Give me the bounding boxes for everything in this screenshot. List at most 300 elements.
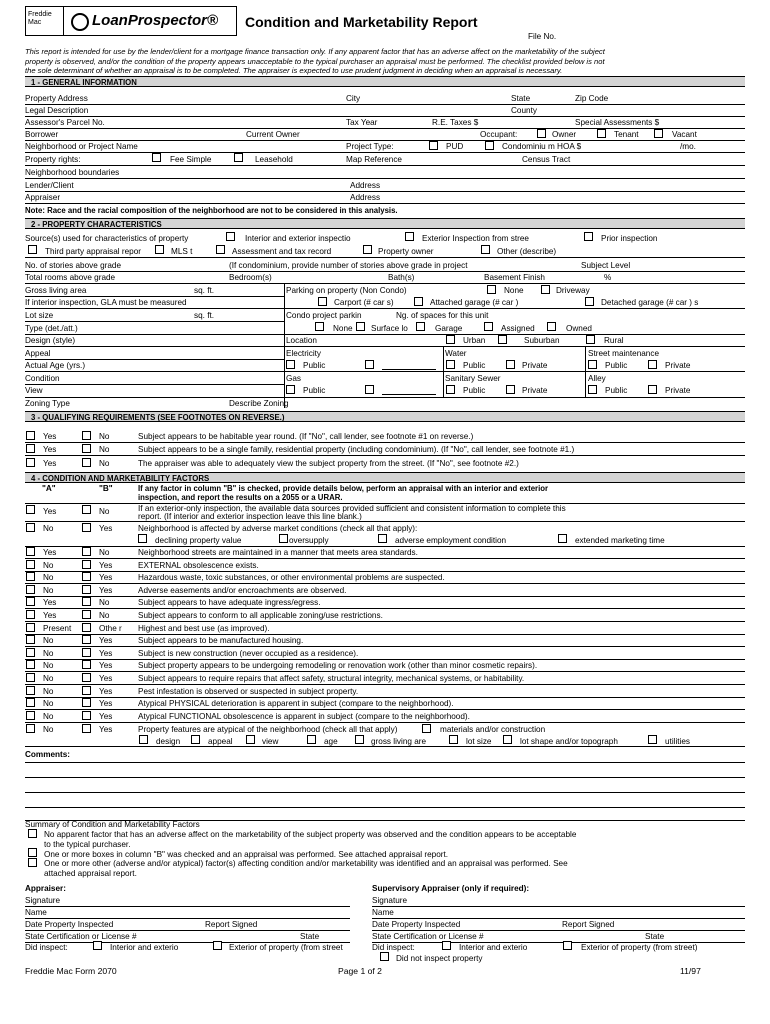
label-borrower: Borrower [25,130,59,139]
checkbox-factor-a[interactable] [26,585,35,594]
checkbox-condo-none[interactable] [315,322,324,331]
label-no: No [99,445,110,454]
checkbox-adverse-yes[interactable] [82,523,91,532]
label-describe-zoning: Describe Zoning [229,399,289,408]
checkbox-single-family-yes[interactable] [26,444,35,453]
row-divider [25,608,745,609]
summary-other: attached appraisal report. [44,869,137,878]
label-appraiser-exterior: Exterior of property (from street [229,943,343,952]
label-sewer-public: Public [463,386,486,395]
summary-column-b: One or more boxes in column "B" was checked and an appraisal was performed. See attached appraisal report. [44,850,449,859]
label-baths: Bath(s) [388,273,415,282]
qualifying-habitable: Subject appears to be habitable year round. (If "No", call lender, see footnote #1 on reverse.) [138,432,474,441]
label-alley-public: Public [605,386,628,395]
supervisory-did-inspect: Did inspect: [372,943,415,952]
label-view: View [25,386,43,395]
checkbox-extended-marketing[interactable] [558,534,567,543]
checkbox-mls[interactable] [155,245,164,254]
checkbox-atyp-design[interactable] [139,735,148,744]
instruction-line: inspection, and report the results on a 2055 or a URAR. [138,493,343,502]
label-no: No [43,524,54,533]
label-atyp-lot-shape: lot shape and/or topograph [520,737,618,746]
checkbox-electricity-public[interactable] [286,360,295,369]
checkbox-atyp-appeal[interactable] [191,735,200,744]
checkbox-interior-exterior[interactable] [226,232,235,241]
label-legal-description: Legal Description [25,106,89,115]
factor-text: Subject is new construction (never occupied as a residence). [138,648,359,658]
supervisory-state: State [645,932,665,941]
factor-text: Subject property appears to be undergoing remodeling or renovation work (other than minor cosmetic repairs). [138,661,538,671]
row-divider [25,709,745,710]
label-percent: % [604,273,612,282]
label-declining: declining property value [155,536,242,545]
checkbox-materials[interactable] [422,724,431,733]
label-no: No [99,432,110,441]
checkbox-factor-a[interactable] [26,698,35,707]
exterior-only-text: If an exterior-only inspection, the available data sources provided sufficient and consistent information to complete this [138,504,566,513]
label-atyp-design: design [156,737,181,746]
label-extended-marketing: extended marketing time [575,536,665,545]
intro-line: property is observed, and/or the condition of the property appears unacceptable to the typical purchaser an appraisal must be performed. The checklist provided below is not [25,56,605,66]
brand-small: Freddie Mac [28,11,52,26]
factor-column-a: No [43,560,54,570]
checkbox-habitable-yes[interactable] [26,431,35,440]
checkbox-appraiser-interior[interactable] [93,941,102,950]
file-no: File No. [528,32,557,41]
label-lot-sqft: sq. ft. [194,311,215,320]
checkbox-fee-simple[interactable] [152,153,161,162]
factor-column-a: No [43,686,54,696]
label-property-rights: Property rights: [25,155,81,164]
supervisory-name: Name [372,908,394,917]
label-urban: Urban [463,336,486,345]
supervisory-signature: Signature [372,896,408,905]
checkbox-factor-b[interactable] [82,648,91,657]
label-gla-sqft: sq. ft. [194,286,215,295]
label-neighborhood-boundaries: Neighborhood boundaries [25,168,120,177]
label-surface-lot: Surface lo [371,324,408,333]
checkbox-gas-private[interactable] [365,385,374,394]
label-per-month: /mo. [680,142,696,151]
factor-column-a: Yes [43,598,57,608]
checkbox-factor-b[interactable] [82,547,91,556]
checkbox-factor-b[interactable] [82,660,91,669]
label-no: No [99,507,110,516]
appraiser-heading: Appraiser: [25,884,66,893]
label-oversupply: oversupply [289,536,329,545]
factor-column-b: Yes [99,661,113,671]
checkbox-factor-b[interactable] [82,698,91,707]
checkbox-factor-a[interactable] [26,648,35,657]
footer-form: Freddie Mac Form 2070 [25,966,117,976]
factor-column-a: No [43,585,54,595]
race-note: Note: Race and the racial composition of the neighborhood are not to be considered in this analysis. [25,206,398,215]
label-special-assessments: Special Assessments $ [575,118,660,127]
label-condo-stories: (If condominium, provide number of stories above grade in project [229,261,468,270]
checkbox-condominium[interactable] [485,141,494,150]
factor-column-a: No [43,711,54,721]
label-yes: Yes [43,445,57,454]
label-location: Location [286,336,317,345]
checkbox-prior-inspection[interactable] [584,232,593,241]
row-divider [25,697,745,698]
label-owned: Owned [566,324,592,333]
adverse-market-text: Neighborhood is affected by adverse market conditions (check all that apply): [138,524,418,533]
label-fee-simple: Fee Simple [170,155,212,164]
label-leasehold: Leasehold [255,155,293,164]
intro-line: This report is intended for use by the lender/client for a mortgage finance transaction only. If any apparent factor that has an adverse affect on the marketability of the subject [25,47,605,56]
checkbox-electricity-private[interactable] [365,360,374,369]
label-assessment: Assessment and tax record [232,247,332,256]
checkbox-factor-b[interactable] [82,560,91,569]
row-divider [25,634,745,635]
checkbox-detached-garage[interactable] [585,297,594,306]
checkbox-attached-garage[interactable] [414,297,423,306]
checkbox-adverse-no[interactable] [26,523,35,532]
instruction-line: If any factor in column "B" is checked, provide details below, perform an appraisal with an interior and exterior [138,484,549,493]
checkbox-property-owner[interactable] [363,245,372,254]
label-owner: Owner [552,130,577,139]
factor-text: Hazardous waste, toxic substances, or other environmental problems are suspected. [138,573,445,583]
checkbox-owner[interactable] [537,129,546,138]
checkbox-factor-a[interactable] [26,547,35,556]
appraiser-name: Name [25,908,47,917]
checkbox-oversupply[interactable] [279,534,288,543]
checkbox-view-street-no[interactable] [82,458,91,467]
exterior-only-text: report. (If interior and exterior inspection leave this line blank.) [138,512,362,521]
checkbox-factor-a[interactable] [26,711,35,720]
factor-text: Neighborhood streets are maintained in a manner that meets area standards. [138,548,418,557]
label-appeal: Appeal [25,349,51,358]
label-street-maintenance: Street maintenance [588,349,660,358]
label-pud: PUD [446,142,464,151]
label-prior-inspection: Prior inspection [601,234,658,243]
checkbox-atyp-lot-size[interactable] [449,735,458,744]
factor-column-a: No [43,661,54,671]
section-qualifying-requirements: 3 - QUALIFYING REQUIREMENTS (SEE FOOTNOTES ON REVERSE.) [25,411,745,422]
label-tenant: Tenant [614,130,639,139]
label-tax-year: Tax Year [346,118,378,127]
label-suburban: Suburban [524,336,560,345]
label-carport: Carport (# car s) [334,298,394,307]
column-a-header: "A" [42,484,56,493]
factor-column-a: No [43,674,54,683]
label-employment: adverse employment condition [395,536,507,545]
row-divider [25,558,745,559]
label-yes: Yes [43,459,57,468]
label-occupant: Occupant: [480,130,518,139]
factor-column-b: Yes [99,711,113,721]
checkbox-exterior-street[interactable] [405,232,414,241]
label-gla: Gross living area [25,286,87,295]
checkbox-factor-a[interactable] [26,610,35,619]
label-vacant: Vacant [672,130,697,139]
label-water: Water [445,349,467,358]
checkbox-factor-a[interactable] [26,560,35,569]
row-divider [25,684,745,685]
checkbox-street-private[interactable] [648,360,657,369]
brand-icon [71,13,89,31]
checkbox-surface-lot[interactable] [356,322,365,331]
label-no: No [99,459,110,468]
checkbox-single-family-no[interactable] [82,444,91,453]
label-actual-age: Actual Age (yrs.) [25,361,86,370]
checkbox-summary-column-b[interactable] [28,848,37,857]
label-supervisory-interior: Interior and exterio [459,943,528,952]
checkbox-atypical-no[interactable] [26,724,35,733]
label-current-owner: Current Owner [246,130,300,139]
checkbox-street-public[interactable] [588,360,597,369]
checkbox-factor-b[interactable] [82,635,91,644]
label-rural: Rural [604,336,624,345]
factor-text: Subject appears to conform to all applicable zoning/use restrictions. [138,611,383,620]
label-type: Type (det./att.) [25,324,78,333]
label-county: County [511,106,537,115]
label-condo-none: None [333,324,353,333]
checkbox-factor-a[interactable] [26,597,35,606]
label-yes: Yes [43,432,57,441]
label-re-taxes: R.E. Taxes $ [432,118,479,127]
label-gas: Gas [286,374,302,383]
factor-column-b: Yes [99,585,113,595]
label-basement: Basement Finish [484,273,545,282]
section-general-information: 1 - GENERAL INFORMATION [25,76,745,87]
factor-column-a: No [43,648,54,658]
checkbox-tenant[interactable] [597,129,606,138]
label-attached-garage: Attached garage (# car ) [430,298,519,307]
label-parcel: Assessor's Parcel No. [25,118,105,127]
checkbox-water-private[interactable] [506,360,515,369]
factor-column-b: No [99,598,110,608]
checkbox-factor-b[interactable] [82,597,91,606]
checkbox-did-not-inspect[interactable] [380,952,389,961]
intro-line: the sole determinant of whether an appraisal is to be completed. The appraiser is expected to use prudent judgment in deciding when an appraisal is necessary. [25,66,563,75]
checkbox-factor-b[interactable] [82,673,91,682]
label-design: Design (style) [25,336,76,345]
checkbox-habitable-no[interactable] [82,431,91,440]
checkbox-garage[interactable] [416,322,425,331]
label-zip: Zip Code [575,94,609,103]
label-appraiser: Appraiser [25,193,61,202]
checkbox-atyp-lot-shape[interactable] [503,735,512,744]
checkbox-gas-public[interactable] [286,385,295,394]
appraiser-signature: Signature [25,896,61,905]
checkbox-factor-b[interactable] [82,572,91,581]
checkbox-driveway[interactable] [541,285,550,294]
label-electricity-public: Public [303,361,326,370]
factor-column-b: Yes [99,699,113,709]
label-water-private: Private [522,361,548,370]
label-condo-parking: Condo project parkin [286,311,362,320]
label-atyp-utilities: utilities [665,737,691,746]
label-rooms: Total rooms above grade [25,273,116,282]
checkbox-assigned[interactable] [484,322,493,331]
label-atyp-lot-size: lot size [466,737,492,746]
checkbox-exterior-only-no[interactable] [82,505,91,514]
factor-column-b: No [99,611,110,620]
checkbox-alley-private[interactable] [648,385,657,394]
row-divider [25,571,745,572]
checkbox-pud[interactable] [429,141,438,150]
checkbox-summary-other[interactable] [28,858,37,867]
label-did-not-inspect: Did not inspect property [396,954,483,963]
checkbox-rural[interactable] [586,335,595,344]
factor-column-a: No [43,699,54,709]
factor-column-b: No [99,548,110,557]
checkbox-vacant[interactable] [654,129,663,138]
label-interior-exterior: Interior and exterior inspectio [245,234,351,243]
summary-acceptable: No apparent factor that has an adverse affect on the marketability of the subject property was observed and the condition appears to be acceptable [44,830,577,839]
label-gas-public: Public [303,386,326,395]
row-divider [25,596,745,597]
label-alley: Alley [588,374,606,383]
row-divider [25,583,745,584]
factor-column-a: Yes [43,548,57,557]
factor-text: EXTERNAL obsolescence exists. [138,560,259,570]
checkbox-employment[interactable] [378,534,387,543]
label-map-reference: Map Reference [346,155,402,164]
appraiser-did-inspect: Did inspect: [25,943,68,952]
row-divider [25,659,745,660]
label-city: City [346,94,361,103]
appraiser-date-inspected: Date Property Inspected [25,920,114,929]
label-neighborhood: Neighborhood or Project Name [25,142,138,151]
checkbox-urban[interactable] [446,335,455,344]
checkbox-atyp-gla[interactable] [355,735,364,744]
checkbox-factor-b[interactable] [82,711,91,720]
label-parking: Parking on property (Non Condo) [286,286,407,295]
section-condition-marketability: 4 - CONDITION AND MARKETABILITY FACTORS [25,472,745,483]
qualifying-view-street: The appraiser was able to adequately view the subject property from the street. (If "No", see footnote #2.) [138,459,519,468]
appraiser-report-signed: Report Signed [205,920,258,929]
brand-name: LoanProspector® [92,12,219,29]
checkbox-third-party[interactable] [28,245,37,254]
checkbox-factor-a[interactable] [26,623,35,632]
checkbox-summary-acceptable[interactable] [28,829,37,838]
checkbox-appraiser-exterior[interactable] [213,941,222,950]
label-mls: MLS t [171,247,193,256]
label-subject-level: Subject Level [581,261,631,270]
label-detached-garage: Detached garage (# car ) s [601,298,699,307]
checkbox-sewer-public[interactable] [446,385,455,394]
factor-column-b: Yes [99,674,113,683]
checkbox-atypical-yes[interactable] [82,724,91,733]
checkbox-leasehold[interactable] [234,153,243,162]
checkbox-atyp-utilities[interactable] [648,735,657,744]
appraiser-certification: State Certification or License # [25,932,137,941]
label-project-type: Project Type: [346,142,394,151]
label-property-owner: Property owner [378,247,434,256]
summary-other: One or more other (adverse and/or atypical) factor(s) affecting condition and/or marketability was identified and an appraisal was performed. See [44,859,568,868]
atypical-text: Property features are atypical of the neighborhood (check all that apply) [138,725,398,734]
checkbox-atyp-age[interactable] [307,735,316,744]
section-property-characteristics: 2 - PROPERTY CHARACTERISTICS [25,218,745,229]
label-state: State [511,94,531,103]
checkbox-factor-a[interactable] [26,673,35,682]
factor-column-b: Yes [99,648,113,658]
checkbox-factor-b[interactable] [82,585,91,594]
row-divider [25,671,745,672]
checkbox-factor-b[interactable] [82,686,91,695]
label-parking-none: None [504,286,524,295]
label-lender-client: Lender/Client [25,181,74,190]
label-appraiser-address: Address [350,193,381,202]
checkbox-supervisory-interior[interactable] [442,941,451,950]
factor-column-b: Yes [99,560,113,570]
factor-text: Pest infestation is observed or suspected in subject property. [138,686,359,696]
label-atyp-appeal: appeal [208,737,233,746]
factor-column-a: Yes [43,611,57,620]
label-condition: Condition [25,374,60,383]
label-yes: Yes [43,507,57,516]
label-lender-address: Address [350,181,381,190]
label-bedrooms: Bedroom(s) [229,273,272,282]
checkbox-suburban[interactable] [498,335,507,344]
comments-label: Comments: [25,750,71,759]
label-atyp-age: age [324,737,338,746]
checkbox-assessment[interactable] [216,245,225,254]
checkbox-factor-b[interactable] [82,610,91,619]
label-sanitary-sewer: Sanitary Sewer [445,374,501,383]
row-divider [25,646,745,647]
checkbox-sewer-private[interactable] [506,385,515,394]
factor-column-b: Yes [99,573,113,583]
label-electricity: Electricity [286,349,322,358]
row-divider [25,621,745,622]
checkbox-water-public[interactable] [446,360,455,369]
label-zoning-type: Zoning Type [25,399,70,408]
checkbox-exterior-only-yes[interactable] [26,505,35,514]
checkbox-factor-a[interactable] [26,686,35,695]
checkbox-supervisory-exterior[interactable] [563,941,572,950]
factor-text: Subject appears to be manufactured housing. [138,636,304,646]
factor-text: Atypical FUNCTIONAL obsolescence is apparent in subject (compare to the neighborhood). [138,711,470,721]
label-condominium: Condominiu m HOA $ [502,142,582,151]
label-if-interior: If interior inspection, GLA must be measured [25,298,187,307]
checkbox-factor-a[interactable] [26,635,35,644]
label-driveway: Driveway [556,286,590,295]
label-other: Other (describe) [497,247,557,256]
checkbox-factor-b[interactable] [82,623,91,632]
checkbox-other[interactable] [481,245,490,254]
supervisory-heading: Supervisory Appraiser (only if required): [372,884,530,893]
checkbox-alley-public[interactable] [588,385,597,394]
checkbox-factor-a[interactable] [26,660,35,669]
factor-column-a: No [43,573,54,583]
checkbox-carport[interactable] [318,297,327,306]
page-title: Condition and Marketability Report [245,14,478,30]
summary-acceptable: to the typical purchaser. [44,840,131,849]
label-yes: Yes [99,524,113,533]
checkbox-owned[interactable] [547,322,556,331]
checkbox-declining[interactable] [138,534,147,543]
label-stories: No. of stories above grade [25,261,122,270]
checkbox-parking-none[interactable] [487,285,496,294]
supervisory-certification: State Certification or License # [372,932,484,941]
checkbox-view-street-yes[interactable] [26,458,35,467]
label-street-public: Public [605,361,628,370]
factor-column-b: Othe r [99,623,122,633]
checkbox-factor-a[interactable] [26,572,35,581]
appraiser-state: State [300,932,320,941]
factor-text: Adverse easements and/or encroachments are observed. [138,585,347,595]
label-property-address: Property Address [25,94,88,103]
supervisory-report-signed: Report Signed [562,920,615,929]
supervisory-date-inspected: Date Property Inspected [372,920,461,929]
factor-text: Subject appears to have adequate ingress/egress. [138,598,321,608]
checkbox-atyp-view[interactable] [246,735,255,744]
label-exterior-street: Exterior Inspection from stree [422,234,529,243]
